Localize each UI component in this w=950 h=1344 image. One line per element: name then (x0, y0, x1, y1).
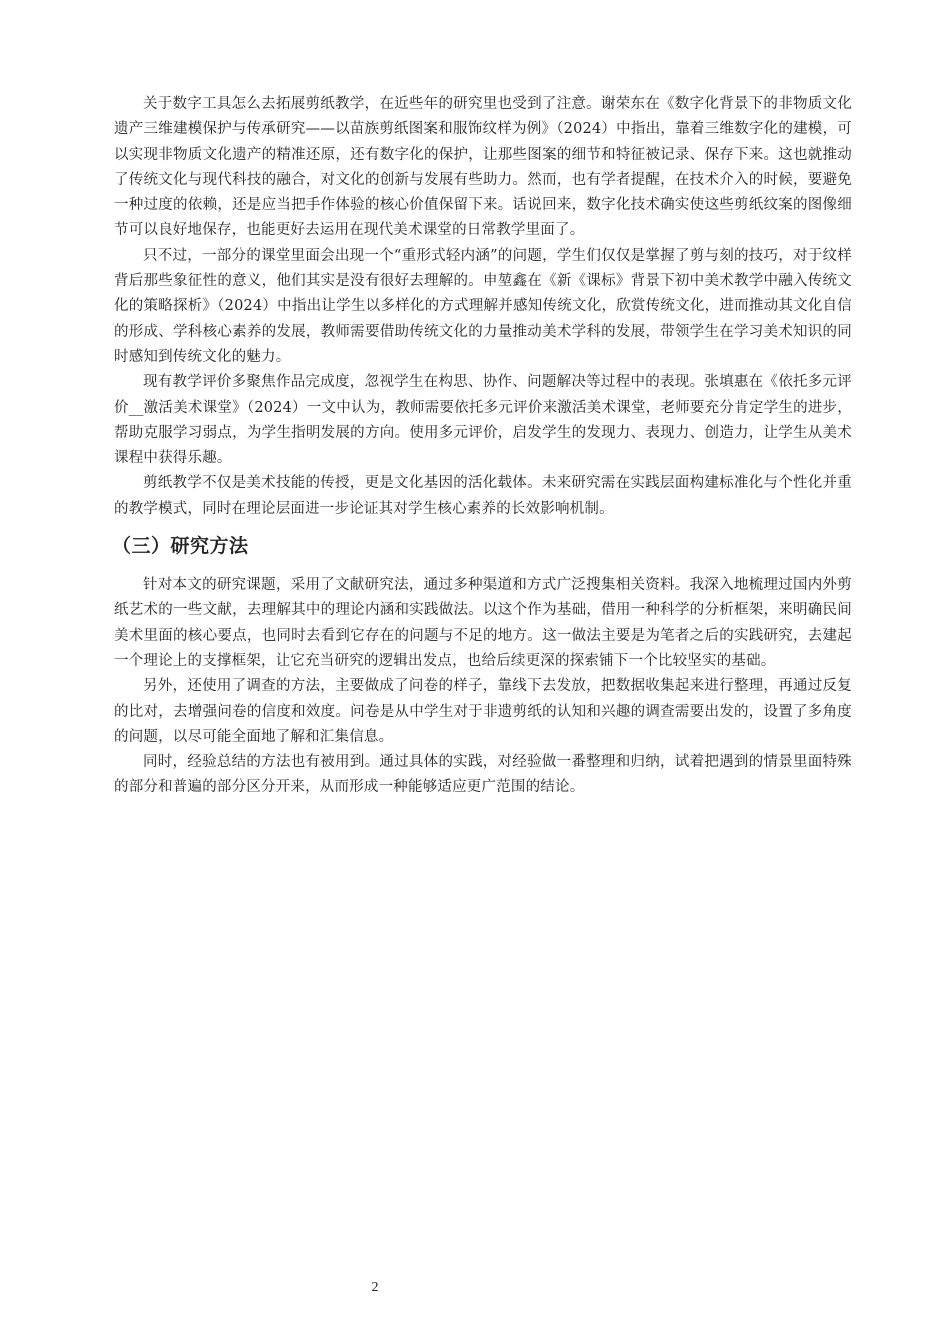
paragraph-form-over-content: 只不过，一部分的课堂里面会出现一个“重形式轻内涵”的问题，学生们仅仅是掌握了剪与刻的技巧，对于纹样背后那些象征性的意义，他们其实是没有很好去理解的。申堃鑫在《新《课标》背景下初中美术教学中融入传统文化的策略探析》（2024）中指出让学生以多样化的方式理解并感知传统文化，欣赏传统文化，进而推动其文化自信的形成、学科核心素养的发展，教师需要借助传统文化的力量推动美术学科的发展，带领学生在学习美术知识的同时感知到传统文化的魅力。 (114, 247, 852, 365)
paragraph-evaluation: 现有教学评价多聚焦作品完成度，忽视学生在构思、协作、问题解决等过程中的表现。张填惠在《依托多元评价__激活美术课堂》（2024）一文中认为，教师需要依托多元评价来激活美术课堂，老师要充分肯定学生的进步，帮助克服学习弱点，为学生指明发展的方向。使用多元评价，启发学生的发现力、表现力、创造力，让学生从美术课程中获得乐趣。 (114, 374, 852, 467)
paragraph-experience-method: 同时，经验总结的方法也有被用到。通过具体的实践，对经验做一番整理和归纳，试着把遇到的情景里面特殊的部分和普遍的部分区分开来，从而形成一种能够适应更广范围的结论。 (114, 754, 852, 796)
section-heading: （三）研究方法 (112, 535, 249, 558)
paragraph-digital-tools: 关于数字工具怎么去拓展剪纸教学，在近些年的研究里也受到了注意。谢荣东在《数字化背景下的非物质文化遗产三维建模保护与传承研究——以苗族剪纸图案和服饰纹样为例》（2024）中指出，靠着三维数字化的建模，可以实现非物质文化遗产的精准还原，还有数字化的保护，让那些图案的细节和特征被记录、保存下来。这也就推动了传统文化与现代科技的融合，对文化的创新与发展有些助力。然而，也有学者提醒，在技术介入的时候，要避免一种过度的依赖，还是应当把手作体验的核心价值保留下来。话说回来，数字化技术确实使这些剪纸纹案的图像细节可以良好地保存，也能更好去运用在现代美术课堂的日常教学里面了。 (114, 96, 852, 239)
paragraph-literature-method: 针对本文的研究课题，采用了文献研究法，通过多种渠道和方式广泛搜集相关资料。我深入地梳理过国内外剪纸艺术的一些文献，去理解其中的理论内涵和实践做法。以这个作为基础，借用一种科学的分析框架，来明确民间美术里面的核心要点，也同时去看到它存在的问题与不足的地方。这一做法主要是为笔者之后的实践研究，去建起一个理论上的支撑框架，让它充当研究的逻辑出发点，也给后续更深的探索铺下一个比较坚实的基础。 (114, 577, 852, 669)
paragraph-summary: 剪纸教学不仅是美术技能的传授，更是文化基因的活化载体。未来研究需在实践层面构建标准化与个性化并重的教学模式，同时在理论层面进一步论证其对学生核心素养的长效影响机制。 (114, 475, 852, 517)
page-number: 2 (371, 1280, 379, 1295)
paragraph-survey-method: 另外，还使用了调查的方法，主要做成了问卷的样子，靠线下去发放，把数据收集起来进行整理，再通过反复的比对，去增强问卷的信度和效度。问卷是从中学生对于非遗剪纸的认知和兴趣的调查需要出发的，设置了多角度的问题，以尽可能全面地了解和汇集信息。 (114, 678, 852, 745)
document-body (114, 92, 852, 801)
